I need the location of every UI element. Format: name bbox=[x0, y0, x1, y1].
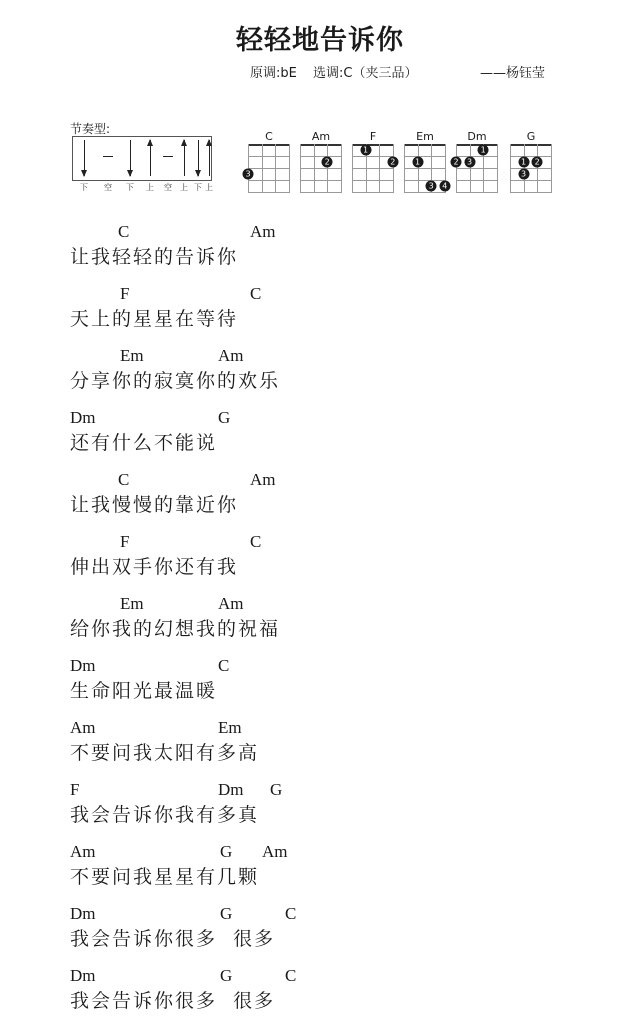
chord-fretboard bbox=[510, 144, 552, 192]
rhythm-beat-label: 上 bbox=[180, 183, 188, 192]
rhythm-staff-bottom bbox=[72, 180, 212, 181]
key-info bbox=[250, 62, 417, 81]
fretboard-string bbox=[262, 144, 263, 192]
chord-line bbox=[70, 408, 570, 430]
fretboard-fret bbox=[510, 156, 552, 157]
rhythm-dash bbox=[103, 156, 113, 157]
author-credit: ——杨钰莹 bbox=[480, 66, 546, 81]
chord-line bbox=[70, 842, 570, 864]
chord-finger-dot: 2 bbox=[451, 157, 462, 168]
fretboard-fret bbox=[456, 192, 498, 193]
chord-symbol: C bbox=[218, 656, 230, 675]
fretboard-string bbox=[327, 144, 328, 192]
fretboard-string bbox=[352, 144, 353, 192]
fretboard-fret bbox=[248, 180, 290, 181]
chord-fretboard bbox=[300, 144, 342, 192]
fretboard-nut bbox=[248, 144, 290, 146]
chord-symbol: F bbox=[120, 532, 130, 551]
lyric-block bbox=[70, 966, 570, 1028]
chord-symbol: Am bbox=[218, 594, 244, 613]
lyric-block bbox=[70, 718, 570, 780]
fretboard-fret bbox=[300, 180, 342, 181]
fretboard-nut bbox=[510, 144, 552, 146]
chord-finger-dot: 3 bbox=[426, 181, 437, 192]
chord-symbol: G bbox=[218, 408, 231, 427]
chord-diagram bbox=[246, 130, 292, 192]
chord-symbol: F bbox=[70, 780, 80, 799]
rhythm-arrow-up bbox=[150, 140, 151, 176]
chord-line bbox=[70, 346, 570, 368]
chord-symbol: G bbox=[220, 904, 233, 923]
chord-line bbox=[70, 780, 570, 802]
chord-symbol: C bbox=[118, 470, 130, 489]
fretboard-fret bbox=[300, 168, 342, 169]
chord-finger-dot: 1 bbox=[478, 145, 489, 156]
chord-symbol: Am bbox=[250, 470, 276, 489]
fretboard-string bbox=[341, 144, 342, 192]
fretboard-fret bbox=[248, 168, 290, 169]
fretboard-string bbox=[418, 144, 419, 192]
lyric-block bbox=[70, 904, 570, 966]
fretboard-fret bbox=[248, 192, 290, 193]
lyric-line: 分享你的寂寞你的欢乐 bbox=[70, 370, 281, 392]
fretboard-nut bbox=[300, 144, 342, 146]
rhythm-beat-labels bbox=[72, 182, 212, 196]
original-key: 原调:bE bbox=[250, 66, 297, 81]
chord-symbol: Em bbox=[120, 594, 144, 613]
chord-line bbox=[70, 656, 570, 678]
fretboard-fret bbox=[456, 156, 498, 157]
fretboard-fret bbox=[510, 168, 552, 169]
fretboard-nut bbox=[404, 144, 446, 146]
chord-diagram bbox=[298, 130, 344, 192]
fretboard-fret bbox=[456, 180, 498, 181]
lyric-line: 伸出双手你还有我 bbox=[70, 556, 239, 578]
page-title: 轻轻地告诉你 bbox=[236, 25, 404, 56]
chord-symbol: Am bbox=[262, 842, 288, 861]
lyric-line: 我会告诉你很多 很多 bbox=[70, 928, 276, 950]
lyric-line: 让我轻轻的告诉你 bbox=[70, 246, 239, 268]
chord-finger-dot: 2 bbox=[387, 157, 398, 168]
chord-diagram-row bbox=[246, 130, 606, 208]
fretboard-string bbox=[314, 144, 315, 192]
chord-symbol: Am bbox=[70, 718, 96, 737]
chord-symbol: Em bbox=[218, 718, 242, 737]
selected-key: 选调:C（夹三品） bbox=[313, 66, 418, 81]
rhythm-diagram bbox=[72, 136, 213, 192]
chord-finger-dot: 2 bbox=[532, 157, 543, 168]
chord-symbol: C bbox=[118, 222, 130, 241]
fretboard-fret bbox=[300, 192, 342, 193]
chord-finger-dot: 4 bbox=[439, 181, 450, 192]
chord-finger-dot: 2 bbox=[322, 157, 333, 168]
chord-diagram-name: Em bbox=[416, 130, 434, 143]
chord-finger-dot: 3 bbox=[243, 169, 254, 180]
fretboard-nut bbox=[352, 144, 394, 146]
lyric-block bbox=[70, 594, 570, 656]
chord-line bbox=[70, 470, 570, 492]
lyric-block bbox=[70, 656, 570, 718]
chord-diagram-name: Am bbox=[311, 130, 331, 143]
chord-symbol: F bbox=[120, 284, 130, 303]
lyric-block bbox=[70, 222, 570, 284]
chord-line bbox=[70, 904, 570, 926]
chord-symbol: Dm bbox=[218, 780, 244, 799]
lyric-line: 还有什么不能说 bbox=[70, 432, 218, 454]
chord-fretboard bbox=[245, 144, 290, 192]
fretboard-string bbox=[404, 144, 405, 192]
fretboard-fret bbox=[510, 192, 552, 193]
chord-line bbox=[70, 594, 570, 616]
rhythm-arrow-down bbox=[198, 140, 199, 176]
lyric-block bbox=[70, 470, 570, 532]
rhythm-dash bbox=[163, 156, 173, 157]
chord-diagram-name: Dm bbox=[467, 130, 487, 143]
chord-finger-dot: 1 bbox=[412, 157, 423, 168]
rhythm-beat-label: 上 bbox=[146, 183, 154, 192]
chord-diagram-name: F bbox=[369, 130, 377, 143]
fretboard-string bbox=[300, 144, 301, 192]
lyric-line: 我会告诉你我有多真 bbox=[70, 804, 260, 826]
chord-diagram bbox=[350, 130, 396, 192]
fretboard-fret bbox=[404, 168, 446, 169]
rhythm-beat-label: 空 bbox=[104, 183, 112, 192]
rhythm-label: 节奏型: bbox=[70, 122, 111, 136]
fretboard-string bbox=[379, 144, 380, 192]
rhythm-beat-label: 上 bbox=[205, 183, 213, 192]
rhythm-beat-label: 空 bbox=[164, 183, 172, 192]
fretboard-fret bbox=[404, 192, 446, 193]
fretboard-nut bbox=[456, 144, 498, 146]
fretboard-string bbox=[289, 144, 290, 192]
lyric-line: 让我慢慢的靠近你 bbox=[70, 494, 239, 516]
fretboard-fret bbox=[352, 192, 394, 193]
chord-finger-dot: 1 bbox=[518, 157, 529, 168]
rhythm-arrow-up bbox=[209, 140, 210, 176]
chord-symbol: Am bbox=[70, 842, 96, 861]
lyric-line: 不要问我太阳有多高 bbox=[70, 742, 260, 764]
fretboard-string bbox=[537, 144, 538, 192]
fretboard-string bbox=[497, 144, 498, 192]
lyric-block bbox=[70, 532, 570, 594]
chord-symbol: C bbox=[285, 966, 297, 985]
fretboard-string bbox=[275, 144, 276, 192]
chord-symbol: G bbox=[220, 966, 233, 985]
chord-symbol: C bbox=[285, 904, 297, 923]
chord-symbol: Em bbox=[120, 346, 144, 365]
chord-symbol: C bbox=[250, 284, 262, 303]
lyric-line: 给你我的幻想我的祝福 bbox=[70, 618, 281, 640]
chord-diagram-name: G bbox=[526, 130, 536, 143]
fretboard-fret bbox=[456, 168, 498, 169]
fretboard-fret bbox=[404, 156, 446, 157]
lyric-line: 我会告诉你很多 很多 bbox=[70, 990, 276, 1012]
fretboard-fret bbox=[248, 156, 290, 157]
chord-diagram bbox=[508, 130, 554, 192]
lyric-block bbox=[70, 284, 570, 346]
chord-line bbox=[70, 284, 570, 306]
chord-symbol: Dm bbox=[70, 904, 96, 923]
chord-line bbox=[70, 222, 570, 244]
lyric-line: 生命阳光最温暖 bbox=[70, 680, 218, 702]
fretboard-string bbox=[456, 144, 457, 192]
rhythm-bar-left bbox=[72, 136, 73, 180]
chord-symbol: Dm bbox=[70, 966, 96, 985]
fretboard-string bbox=[551, 144, 552, 192]
fretboard-fret bbox=[404, 180, 446, 181]
chord-diagram-name: C bbox=[265, 130, 273, 143]
lyric-block bbox=[70, 408, 570, 470]
chord-fretboard bbox=[453, 144, 498, 192]
rhythm-arrow-down bbox=[84, 140, 85, 176]
lyric-block bbox=[70, 780, 570, 842]
chord-line bbox=[70, 966, 570, 988]
chord-finger-dot: 3 bbox=[518, 169, 529, 180]
chord-symbol: Am bbox=[250, 222, 276, 241]
chord-symbol: Dm bbox=[70, 408, 96, 427]
lyrics-body bbox=[70, 222, 570, 1028]
chord-fretboard bbox=[404, 144, 446, 192]
chord-line bbox=[70, 532, 570, 554]
chord-diagram bbox=[454, 130, 500, 192]
fretboard-string bbox=[510, 144, 511, 192]
chord-fretboard bbox=[352, 144, 394, 192]
lyric-block bbox=[70, 842, 570, 904]
fretboard-string bbox=[393, 144, 394, 192]
chord-diagram bbox=[402, 130, 448, 192]
lyric-line: 天上的星星在等待 bbox=[70, 308, 239, 330]
fretboard-fret bbox=[352, 168, 394, 169]
chord-finger-dot: 3 bbox=[464, 157, 475, 168]
rhythm-beat-label: 下 bbox=[194, 183, 202, 192]
fretboard-fret bbox=[352, 180, 394, 181]
fretboard-fret bbox=[352, 156, 394, 157]
fretboard-fret bbox=[300, 156, 342, 157]
rhythm-beat-label: 下 bbox=[80, 183, 88, 192]
chord-finger-dot: 1 bbox=[360, 145, 371, 156]
rhythm-arrow-down bbox=[130, 140, 131, 176]
chord-symbol: G bbox=[220, 842, 233, 861]
rhythm-staff-top bbox=[72, 136, 212, 137]
chord-symbol: Am bbox=[218, 346, 244, 365]
chord-symbol: G bbox=[270, 780, 283, 799]
lyric-line: 不要问我星星有几颗 bbox=[70, 866, 260, 888]
fretboard-string bbox=[470, 144, 471, 192]
lyric-block bbox=[70, 346, 570, 408]
chord-line bbox=[70, 718, 570, 740]
rhythm-arrow-up bbox=[184, 140, 185, 176]
chord-symbol: Dm bbox=[70, 656, 96, 675]
chord-symbol: C bbox=[250, 532, 262, 551]
rhythm-beat-label: 下 bbox=[126, 183, 134, 192]
fretboard-fret bbox=[510, 180, 552, 181]
